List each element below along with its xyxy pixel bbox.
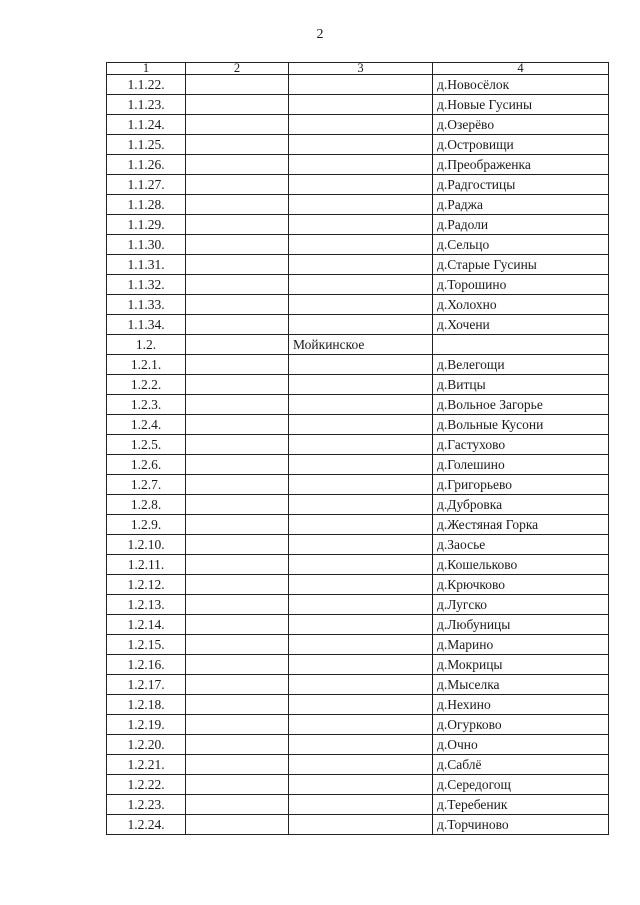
column-2-cell	[186, 295, 289, 315]
row-number-cell: 1.1.31.	[107, 255, 186, 275]
column-3-cell	[289, 255, 433, 275]
table-row	[107, 495, 609, 515]
settlement-name-cell: д.Огурково	[433, 715, 609, 735]
column-2-cell	[186, 375, 289, 395]
column-3-cell	[289, 555, 433, 575]
column-2-cell	[186, 435, 289, 455]
column-2-cell	[186, 535, 289, 555]
table-row	[107, 435, 609, 455]
column-2-cell	[186, 175, 289, 195]
column-2-cell	[186, 775, 289, 795]
column-3-cell	[289, 155, 433, 175]
table-row	[107, 675, 609, 695]
column-2-cell	[186, 715, 289, 735]
settlement-name-cell: д.Нехино	[433, 695, 609, 715]
row-number-cell: 1.2.2.	[107, 375, 186, 395]
column-2-cell	[186, 115, 289, 135]
column-3-cell	[289, 275, 433, 295]
column-2-cell	[186, 515, 289, 535]
column-3-cell	[289, 515, 433, 535]
table-row	[107, 95, 609, 115]
column-2-cell	[186, 635, 289, 655]
column-2-cell	[186, 255, 289, 275]
settlement-name-cell: д.Марино	[433, 635, 609, 655]
column-2-cell	[186, 495, 289, 515]
row-number-cell: 1.2.4.	[107, 415, 186, 435]
row-number-cell: 1.2.14.	[107, 615, 186, 635]
column-3-cell	[289, 315, 433, 335]
column-3-cell	[289, 355, 433, 375]
column-2-cell	[186, 335, 289, 355]
column-2-cell	[186, 275, 289, 295]
table-header-row	[107, 63, 609, 75]
settlement-name-cell: д.Кошельково	[433, 555, 609, 575]
column-3-cell	[289, 235, 433, 255]
table-row	[107, 135, 609, 155]
table-row	[107, 235, 609, 255]
table-row	[107, 815, 609, 835]
settlement-name-cell: д.Велегощи	[433, 355, 609, 375]
column-3-cell	[289, 135, 433, 155]
column-2-cell	[186, 575, 289, 595]
table-row	[107, 635, 609, 655]
column-3-cell	[289, 815, 433, 835]
row-number-cell: 1.2.18.	[107, 695, 186, 715]
column-2-cell	[186, 555, 289, 575]
column-3-cell	[289, 475, 433, 495]
table-row	[107, 155, 609, 175]
table-row	[107, 115, 609, 135]
row-number-cell: 1.2.24.	[107, 815, 186, 835]
column-2-cell	[186, 415, 289, 435]
column-2-cell	[186, 795, 289, 815]
table-row	[107, 255, 609, 275]
settlements-table	[106, 62, 609, 835]
row-number-cell: 1.2.23.	[107, 795, 186, 815]
settlement-name-cell: д.Григорьево	[433, 475, 609, 495]
table-row	[107, 415, 609, 435]
settlement-name-cell: д.Витцы	[433, 375, 609, 395]
row-number-cell: 1.1.23.	[107, 95, 186, 115]
settlement-name-cell: д.Торчиново	[433, 815, 609, 835]
column-2-cell	[186, 695, 289, 715]
column-3-cell: Мойкинское	[289, 335, 433, 355]
settlement-name-cell: д.Крючково	[433, 575, 609, 595]
column-2-cell	[186, 595, 289, 615]
table-row	[107, 295, 609, 315]
column-3-cell	[289, 95, 433, 115]
row-number-cell: 1.1.32.	[107, 275, 186, 295]
row-number-cell: 1.1.22.	[107, 75, 186, 95]
settlement-name-cell: д.Гастухово	[433, 435, 609, 455]
settlement-name-cell: д.Новосёлок	[433, 75, 609, 95]
column-header-4: 4	[433, 63, 609, 75]
row-number-cell: 1.1.24.	[107, 115, 186, 135]
table-row	[107, 315, 609, 335]
column-3-cell	[289, 295, 433, 315]
row-number-cell: 1.2.10.	[107, 535, 186, 555]
column-3-cell	[289, 435, 433, 455]
table-row	[107, 475, 609, 495]
page-number: 2	[316, 27, 324, 42]
column-3-cell	[289, 795, 433, 815]
table-row	[107, 535, 609, 555]
column-2-cell	[186, 135, 289, 155]
column-3-cell	[289, 175, 433, 195]
table-row	[107, 335, 609, 355]
column-2-cell	[186, 195, 289, 215]
table-row	[107, 395, 609, 415]
column-3-cell	[289, 215, 433, 235]
row-number-cell: 1.2.13.	[107, 595, 186, 615]
settlement-name-cell: д.Раджа	[433, 195, 609, 215]
settlement-name-cell: д.Очно	[433, 735, 609, 755]
row-number-cell: 1.2.21.	[107, 755, 186, 775]
column-3-cell	[289, 535, 433, 555]
column-2-cell	[186, 395, 289, 415]
table-row	[107, 275, 609, 295]
row-number-cell: 1.1.26.	[107, 155, 186, 175]
row-number-cell: 1.2.22.	[107, 775, 186, 795]
settlement-name-cell: д.Озерёво	[433, 115, 609, 135]
table-row	[107, 215, 609, 235]
row-number-cell: 1.2.8.	[107, 495, 186, 515]
column-header-2: 2	[186, 63, 289, 75]
settlement-name-cell: д.Лугско	[433, 595, 609, 615]
row-number-cell: 1.1.29.	[107, 215, 186, 235]
table-row	[107, 595, 609, 615]
column-3-cell	[289, 375, 433, 395]
settlement-name-cell: д.Хочени	[433, 315, 609, 335]
column-2-cell	[186, 755, 289, 775]
column-3-cell	[289, 615, 433, 635]
table-row	[107, 795, 609, 815]
settlement-name-cell: д.Саблё	[433, 755, 609, 775]
settlement-name-cell	[433, 335, 609, 355]
column-header-3: 3	[289, 63, 433, 75]
column-2-cell	[186, 95, 289, 115]
row-number-cell: 1.2.19.	[107, 715, 186, 735]
table-row	[107, 175, 609, 195]
column-2-cell	[186, 735, 289, 755]
settlement-name-cell: д.Вольные Кусони	[433, 415, 609, 435]
settlement-name-cell: д.Старые Гусины	[433, 255, 609, 275]
column-header-1: 1	[107, 63, 186, 75]
column-2-cell	[186, 615, 289, 635]
column-3-cell	[289, 735, 433, 755]
column-3-cell	[289, 575, 433, 595]
table-row	[107, 695, 609, 715]
table-row	[107, 195, 609, 215]
column-2-cell	[186, 355, 289, 375]
row-number-cell: 1.2.9.	[107, 515, 186, 535]
row-number-cell: 1.2.6.	[107, 455, 186, 475]
row-number-cell: 1.1.25.	[107, 135, 186, 155]
settlement-name-cell: д.Середогощ	[433, 775, 609, 795]
column-2-cell	[186, 455, 289, 475]
column-3-cell	[289, 495, 433, 515]
settlement-name-cell: д.Мокрицы	[433, 655, 609, 675]
column-3-cell	[289, 695, 433, 715]
settlement-name-cell: д.Преображенка	[433, 155, 609, 175]
row-number-cell: 1.2.11.	[107, 555, 186, 575]
settlement-name-cell: д.Торошино	[433, 275, 609, 295]
row-number-cell: 1.1.30.	[107, 235, 186, 255]
settlement-name-cell: д.Заосье	[433, 535, 609, 555]
column-3-cell	[289, 395, 433, 415]
column-2-cell	[186, 215, 289, 235]
row-number-cell: 1.2.1.	[107, 355, 186, 375]
settlement-name-cell: д.Жестяная Горка	[433, 515, 609, 535]
settlement-name-cell: д.Радоли	[433, 215, 609, 235]
table-row	[107, 575, 609, 595]
table-row	[107, 555, 609, 575]
column-2-cell	[186, 675, 289, 695]
row-number-cell: 1.2.3.	[107, 395, 186, 415]
settlement-name-cell: д.Новые Гусины	[433, 95, 609, 115]
settlement-name-cell: д.Теребеник	[433, 795, 609, 815]
column-3-cell	[289, 775, 433, 795]
column-2-cell	[186, 315, 289, 335]
column-3-cell	[289, 755, 433, 775]
row-number-cell: 1.2.20.	[107, 735, 186, 755]
row-number-cell: 1.2.16.	[107, 655, 186, 675]
settlement-name-cell: д.Сельцо	[433, 235, 609, 255]
settlement-name-cell: д.Мыселка	[433, 675, 609, 695]
table-row	[107, 615, 609, 635]
column-2-cell	[186, 155, 289, 175]
row-number-cell: 1.2.15.	[107, 635, 186, 655]
table-row	[107, 455, 609, 475]
row-number-cell: 1.1.34.	[107, 315, 186, 335]
row-number-cell: 1.1.28.	[107, 195, 186, 215]
row-number-cell: 1.2.	[107, 335, 186, 355]
column-3-cell	[289, 455, 433, 475]
table-row	[107, 655, 609, 675]
column-3-cell	[289, 115, 433, 135]
column-3-cell	[289, 75, 433, 95]
row-number-cell: 1.1.33.	[107, 295, 186, 315]
settlement-name-cell: д.Любуницы	[433, 615, 609, 635]
table-row	[107, 75, 609, 95]
row-number-cell: 1.2.5.	[107, 435, 186, 455]
column-2-cell	[186, 475, 289, 495]
table-row	[107, 775, 609, 795]
table-row	[107, 755, 609, 775]
column-2-cell	[186, 655, 289, 675]
column-3-cell	[289, 655, 433, 675]
column-3-cell	[289, 675, 433, 695]
row-number-cell: 1.2.12.	[107, 575, 186, 595]
row-number-cell: 1.2.17.	[107, 675, 186, 695]
settlement-name-cell: д.Голешино	[433, 455, 609, 475]
table-body	[107, 75, 609, 835]
table-row	[107, 515, 609, 535]
table-row	[107, 355, 609, 375]
row-number-cell: 1.2.7.	[107, 475, 186, 495]
settlement-name-cell: д.Холохно	[433, 295, 609, 315]
settlement-name-cell: д.Островищи	[433, 135, 609, 155]
column-2-cell	[186, 75, 289, 95]
column-3-cell	[289, 635, 433, 655]
column-3-cell	[289, 715, 433, 735]
column-2-cell	[186, 235, 289, 255]
settlement-name-cell: д.Радгостицы	[433, 175, 609, 195]
column-3-cell	[289, 595, 433, 615]
column-3-cell	[289, 195, 433, 215]
table-row	[107, 715, 609, 735]
table-row	[107, 375, 609, 395]
column-3-cell	[289, 415, 433, 435]
column-2-cell	[186, 815, 289, 835]
row-number-cell: 1.1.27.	[107, 175, 186, 195]
settlement-name-cell: д.Вольное Загорье	[433, 395, 609, 415]
settlement-name-cell: д.Дубровка	[433, 495, 609, 515]
table-row	[107, 735, 609, 755]
